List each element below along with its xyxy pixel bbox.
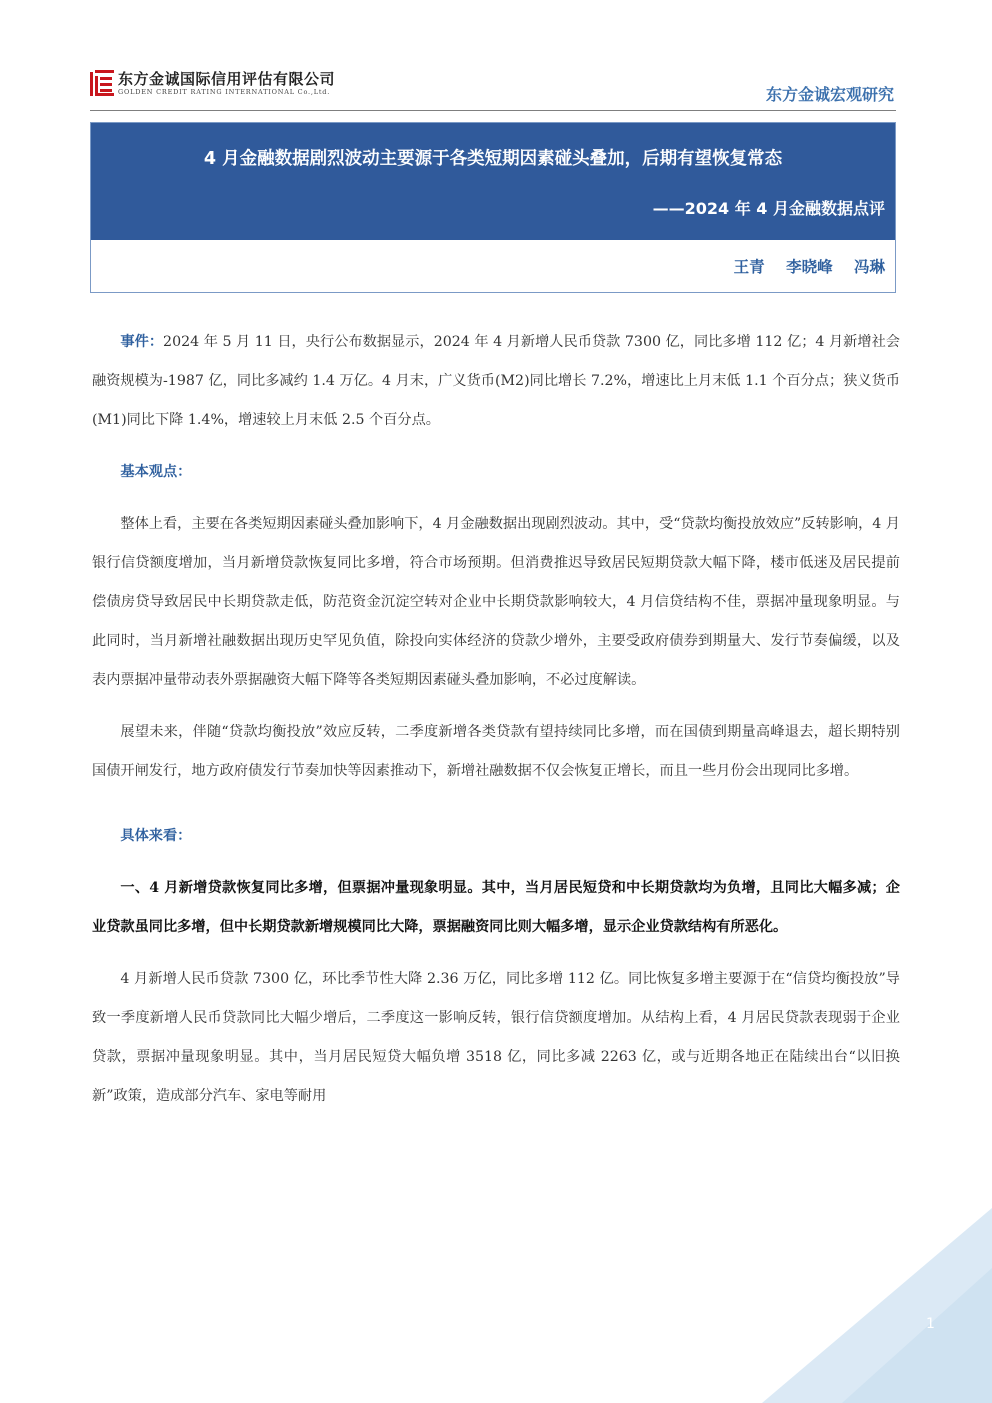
basic-view-heading: 基本观点： [120, 464, 192, 480]
company-logo [90, 70, 335, 97]
research-brand-label: 东方金诚宏观研究 [765, 85, 894, 104]
outlook-paragraph: 展望未来，伴随“贷款均衡投放”效应反转，二季度新增各类贷款有望持续同比多增，而在国债到期量高峰退去，超长期特别国债开闸发行，地方政府债发行节奏加快等因素推动下，新增社融数据不仅会恢复正增长，而且一些月份会出现同比多增。 [92, 724, 900, 779]
author-list [718, 255, 885, 277]
event-label: 事件： [120, 334, 164, 350]
basic-view-paragraph: 整体上看，主要在各类短期因素碰头叠加影响下，4 月金融数据出现剧烈波动。其中，受“贷款均衡投放效应”反转影响，4 月银行信贷额度增加，当月新增贷款恢复同比多增，符合市场预期。但消费推迟导致居民短期贷款大幅下降，楼市低迷及居民提前偿债房贷导致居民中长期贷款走低，防范资金沉淀空转对企业中长期贷款影响较大，4 月信贷结构不佳，票据冲量现象明显。与此同时，当月新增社融数据出现历史罕见负值，除投向实体经济的贷款少增外，主要受政府债券到期量大、发行节奏偏缓，以及表内票据冲量带动表外票据融资大幅下降等各类短期因素碰头叠加影响，不必过度解读。 [92, 516, 900, 688]
specific-heading: 具体来看： [120, 828, 192, 844]
logo-emblem-icon [90, 70, 114, 96]
title-box [90, 122, 896, 293]
section-one-summary: 一、4 月新增贷款恢复同比多增，但票据冲量现象明显。其中，当月居民短贷和中长期贷款均为负增，且同比大幅多减；企业贷款虽同比多增，但中长期贷款新增规模同比大降，票据融资同比则大幅多增，显示企业贷款结构有所恶化。 [92, 880, 900, 935]
title-band [91, 123, 895, 240]
author-name: 李晓峰 [786, 258, 833, 276]
page-number: 1 [926, 1316, 935, 1332]
event-text: 2024 年 5 月 11 日，央行公布数据显示，2024 年 4 月新增人民币贷款 7300 亿，同比多增 112 亿；4 月新增社会融资规模为-1987 亿，同比多减约 1.4 万亿。4 月末，广义货币(M2)同比增长 7.2%，增速比上月末低 1.1 个百分点；狭义货币(M1)同比下降 1.4%，增速较上月末低 2.5 个百分点。 [92, 334, 900, 428]
logo-chinese-name: 东方金诚国际信用评估有限公司 [118, 70, 336, 88]
logo-english-name: GOLDEN CREDIT RATING INTERNATIONAL Co.,Ltd. [118, 88, 331, 96]
header-divider [90, 110, 896, 111]
author-name: 王青 [733, 258, 765, 276]
page-header [90, 70, 896, 110]
logo-text [118, 70, 335, 97]
report-title: 4 月金融数据剧烈波动主要源于各类短期因素碰头叠加，后期有望恢复常态 [203, 149, 783, 169]
author-name: 冯琳 [853, 258, 885, 276]
event-paragraph [92, 323, 900, 440]
section-one-paragraph: 4 月新增人民币贷款 7300 亿，环比季节性大降 2.36 万亿，同比多增 112 亿。同比恢复多增主要源于在“信贷均衡投放”导致一季度新增人民币贷款同比大幅少增后，二季度这一影响反转，银行信贷额度增加。从结构上看，4 月居民贷款表现弱于企业贷款，票据冲量现象明显。其中，当月居民短贷大幅负增 3518 亿，同比多减 2263 亿，或与近期各地正在陆续出台“以旧换新”政策，造成部分汽车、家电等耐用 [92, 971, 900, 1104]
corner-decoration [762, 1208, 992, 1403]
report-subtitle: ——2024 年 4 月金融数据点评 [652, 199, 885, 218]
report-body [92, 323, 900, 1116]
